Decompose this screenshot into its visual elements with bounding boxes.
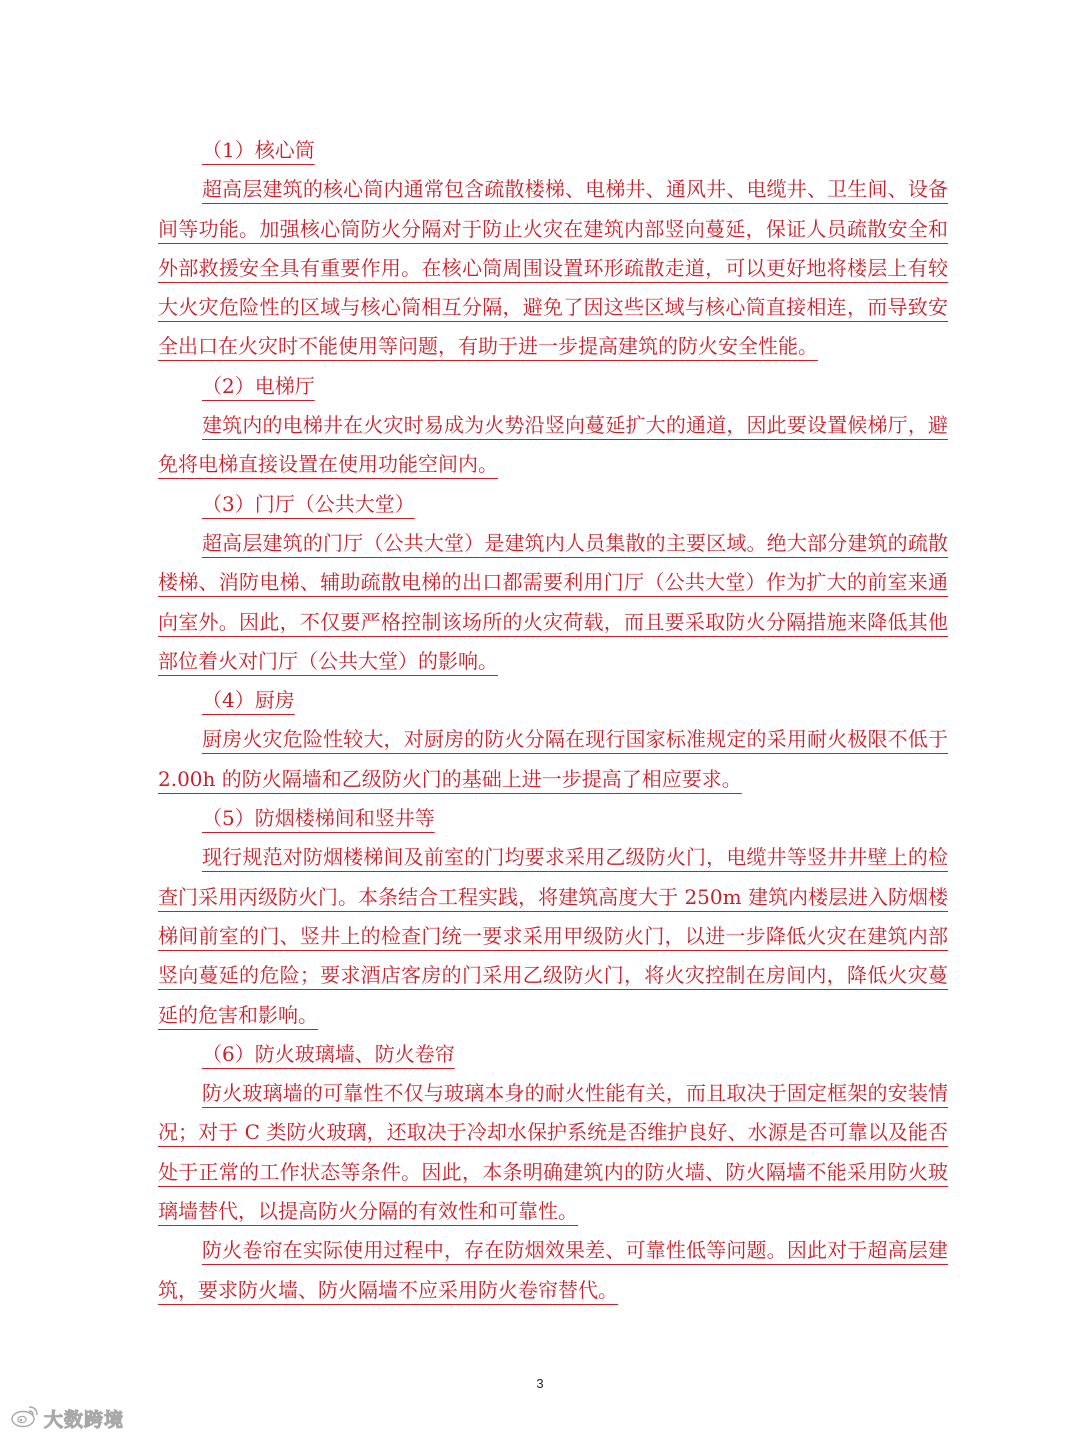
section-heading-elevator-hall: （2）电梯厅 xyxy=(202,373,315,398)
paragraph-core-tube: 超高层建筑的核心筒内通常包含疏散楼梯、电梯井、通风井、电缆井、卫生间、设备间等功能。加强核心筒防火分隔对于防止火灾在建筑内部竖向蔓延，保证人员疏散安全和外部救援安全具有重要作用。在核心筒周围设置环形疏散走道，可以更好地将楼层上有较大火灾危险性的区域与核心筒相互分隔，避免了因这些区域与核心筒直接相连，而导致安全出口在火灾时不能使用等问题，有助于进一步提高建筑的防火安全性能。 xyxy=(158,177,948,359)
section-heading-core-tube: （1）核心筒 xyxy=(202,138,315,162)
paragraph-kitchen: 厨房火灾危险性较大，对厨房的防火分隔在现行国家标准规定的采用耐火极限不低于 2.00h 的防火隔墙和乙级防火门的基础上进一步提高了相应要求。 xyxy=(158,727,948,791)
section-heading-fire-glass: （6）防火玻璃墙、防火卷帘 xyxy=(202,1041,455,1066)
paragraph-lobby: 超高层建筑的门厅（公共大堂）是建筑内人员集散的主要区域。绝大部分建筑的疏散楼梯、消防电梯、辅助疏散电梯的出口都需要利用门厅（公共大堂）作为扩大的前室来通向室外。因此，不仅要严格控制该场所的火灾荷载，而且要采取防火分隔措施来降低其他部位着火对门厅（公共大堂）的影响。 xyxy=(158,530,948,673)
watermark-text: 大数跨境 xyxy=(44,1408,125,1431)
page-number: 3 xyxy=(536,1376,544,1391)
section-heading-kitchen: （4）厨房 xyxy=(202,688,295,713)
paragraph-elevator-hall: 建筑内的电梯井在火灾时易成为火势沿竖向蔓延扩大的通道，因此要设置候梯厅，避免将电梯直接设置在使用功能空间内。 xyxy=(158,413,948,477)
paragraph-fire-shutter: 防火卷帘在实际使用过程中，存在防烟效果差、可靠性低等问题。因此对于超高层建筑，要求防火墙、防火隔墙不应采用防火卷帘替代。 xyxy=(158,1238,948,1302)
paragraph-fire-glass: 防火玻璃墙的可靠性不仅与玻璃本身的耐火性能有关，而且取决于固定框架的安装情况；对于 C 类防火玻璃，还取决于冷却水保护系统是否维护良好、水源是否可靠以及能否处于正常的工作状态等条件。因此，本条明确建筑内的防火墙、防火隔墙不能采用防火玻璃墙替代，以提高防火分隔的有效性和可靠性。 xyxy=(158,1081,948,1224)
paragraph-smoke-stair: 现行规范对防烟楼梯间及前室的门均要求采用乙级防火门，电缆井等竖井井壁上的检查门采用丙级防火门。本条结合工程实践，将建筑高度大于 250m 建筑内楼层进入防烟楼梯间前室的门、竖井上的检查门统一要求采用甲级防火门，以进一步降低火灾在建筑内部竖向蔓延的危险；要求酒店客房的门采用乙级防火门，将火灾控制在房间内，降低火灾蔓延的危害和影响。 xyxy=(158,845,948,1027)
section-heading-smoke-stair: （5）防烟楼梯间和竖井等 xyxy=(202,806,435,831)
weibo-logo-icon xyxy=(10,1404,40,1432)
document-body xyxy=(158,131,948,1310)
section-heading-lobby: （3）门厅（公共大堂） xyxy=(202,491,415,516)
watermark xyxy=(10,1404,124,1432)
